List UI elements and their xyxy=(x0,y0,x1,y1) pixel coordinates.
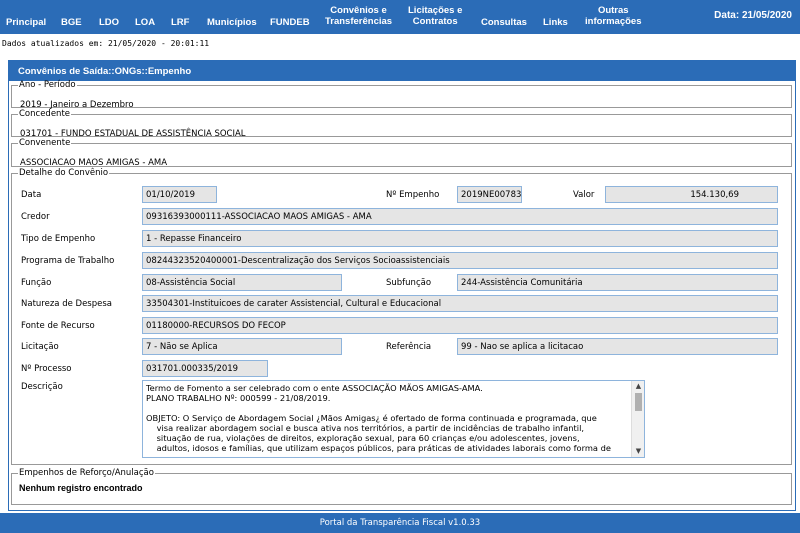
fonte-field: 01180000-RECURSOS DO FECOP xyxy=(142,317,778,334)
credor-field: 09316393000111-ASSOCIACAO MAOS AMIGAS - AMA xyxy=(142,208,778,225)
licitacao-label: Licitação xyxy=(21,342,59,352)
valor-label: Valor xyxy=(573,190,595,200)
referencia-label: Referência xyxy=(386,342,432,352)
licitacao-field: 7 - Não se Aplica xyxy=(142,338,342,355)
ano-periodo-legend: Ano - Período xyxy=(19,80,76,90)
no-records-text: Nenhum registro encontrado xyxy=(19,483,143,493)
descricao-label: Descrição xyxy=(21,382,63,392)
valor-field: 154.130,69 xyxy=(605,186,778,203)
funcao-field: 08-Assistência Social xyxy=(142,274,342,291)
ano-periodo-value: 2019 - Janeiro a Dezembro xyxy=(20,100,134,110)
ano-periodo-fieldset xyxy=(11,81,792,108)
reforco-legend: Empenhos de Reforço/Anulação xyxy=(19,468,154,478)
current-date: Data: 21/05/2020 xyxy=(714,10,792,21)
nav-convenios[interactable]: Convênios e Transferências xyxy=(325,5,393,27)
nav-principal[interactable]: Principal xyxy=(6,17,47,28)
subfuncao-field: 244-Assistência Comunitária xyxy=(457,274,778,291)
detalhe-legend: Detalhe do Convênio xyxy=(19,168,109,178)
referencia-field: 99 - Nao se aplica a licitacao xyxy=(457,338,778,355)
top-navigation xyxy=(0,0,800,34)
concedente-fieldset xyxy=(11,110,792,137)
nav-loa[interactable]: LOA xyxy=(135,17,156,28)
panel-title: Convênios de Saída::ONGs::Empenho xyxy=(9,61,795,81)
concedente-value: 031701 - FUNDO ESTADUAL DE ASSISTÊNCIA SOCIAL xyxy=(20,129,246,139)
subfuncao-label: Subfunção xyxy=(386,278,432,288)
nav-licitacoes[interactable]: Licitações e Contratos xyxy=(408,5,463,27)
empenho-field: 2019NE00783 xyxy=(457,186,522,203)
nav-outras-informacoes[interactable]: Outras informações xyxy=(585,5,642,27)
nav-bge[interactable]: BGE xyxy=(61,17,82,28)
descricao-text: Termo de Fomento a ser celebrado com o ente ASSOCIAÇÃO MÃOS AMIGAS-AMA. PLANO TRABALHO Nº: 000599 - 21/08/2019. OBJETO: O Serviço de Abordagem Social ¿Mãos Amigas¿ é ofertado de forma continuada e programada, que visa realizar abordagem social e busca ativa nos territórios, a partir de incidências de trabalho infantil, situação de rua, violações de direitos, exploração sexual, para 60 crianças e/ou adolescentes, jovens, adultos, idosos e famílias, que utilizam espaços públicos, para práticas de atividades laborais como forma de xyxy=(146,383,612,453)
nav-consultas[interactable]: Consultas xyxy=(481,17,527,28)
funcao-label: Função xyxy=(21,278,52,288)
last-updated-text: Dados atualizados em: 21/05/2020 - 20:01:11 xyxy=(2,39,210,48)
tipo-empenho-field: 1 - Repasse Financeiro xyxy=(142,230,778,247)
scroll-down-icon[interactable]: ▼ xyxy=(635,447,642,455)
scroll-up-icon[interactable]: ▲ xyxy=(635,382,642,390)
nav-municipios[interactable]: Municípios xyxy=(207,17,257,28)
concedente-legend: Concedente xyxy=(19,109,70,119)
nav-ldo[interactable]: LDO xyxy=(99,17,120,28)
nav-lrf[interactable]: LRF xyxy=(171,17,190,28)
scroll-thumb[interactable] xyxy=(635,393,642,411)
convenente-value: ASSOCIACAO MAOS AMIGAS - AMA xyxy=(20,158,168,168)
data-label: Data xyxy=(21,190,42,200)
programa-field: 08244323520400001-Descentralização dos Serviços Socioassistenciais xyxy=(142,252,778,269)
empenho-label: Nº Empenho xyxy=(386,190,440,200)
fonte-label: Fonte de Recurso xyxy=(21,321,95,331)
footer: Portal da Transparência Fiscal v1.0.33 xyxy=(0,513,800,533)
natureza-label: Natureza de Despesa xyxy=(21,299,112,309)
natureza-field: 33504301-Instituicoes de carater Assistencial, Cultural e Educacional xyxy=(142,295,778,312)
convenente-fieldset xyxy=(11,139,792,167)
descricao-scrollbar[interactable] xyxy=(631,381,644,457)
processo-field: 031701.000335/2019 xyxy=(142,360,268,377)
tipo-empenho-label: Tipo de Empenho xyxy=(21,234,96,244)
convenente-legend: Convenente xyxy=(19,138,71,148)
credor-label: Credor xyxy=(21,212,50,222)
nav-links[interactable]: Links xyxy=(543,17,568,28)
data-field: 01/10/2019 xyxy=(142,186,217,203)
programa-label: Programa de Trabalho xyxy=(21,256,115,266)
processo-label: Nº Processo xyxy=(21,364,72,374)
nav-fundeb[interactable]: FUNDEB xyxy=(270,17,310,28)
descricao-textarea[interactable] xyxy=(142,380,645,458)
